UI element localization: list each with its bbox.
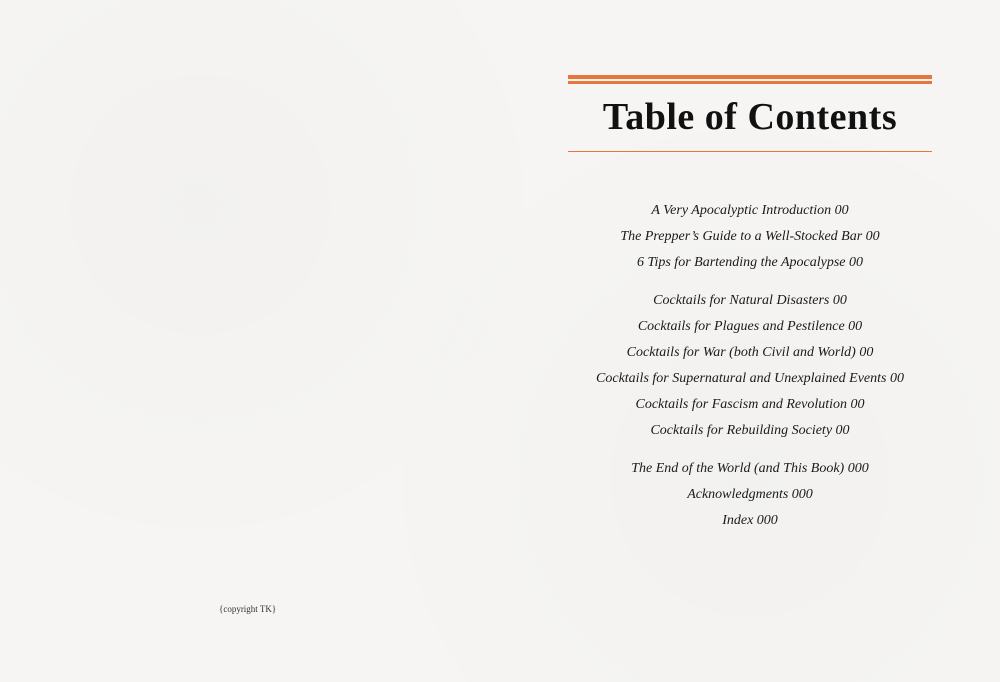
toc-entry: Cocktails for Supernatural and Unexplained Events 00 [596,371,904,386]
right-page [500,0,1000,682]
copyright-text: {copyright TK} [219,604,277,614]
toc-entry: Cocktails for Natural Disasters 00 [653,293,847,308]
toc-group-back-matter [500,456,1000,534]
page-title: Table of Contents [602,96,898,138]
toc-entry: Cocktails for Plagues and Pestilence 00 [637,319,863,334]
toc-entry: The Prepper’s Guide to a Well-Stocked Bar 00 [620,229,880,244]
title-double-rule [568,75,932,84]
toc-entry: Cocktails for War (both Civil and World) 00 [626,345,874,360]
toc-entry: 6 Tips for Bartending the Apocalypse 00 [636,255,864,270]
toc-group-cocktails [500,288,1000,444]
toc-entry: A Very Apocalyptic Introduction 00 [651,203,849,218]
title-underline-rule [568,151,932,152]
toc-entry: Acknowledgments 000 [687,487,813,502]
toc-entry: Cocktails for Rebuilding Society 00 [650,423,850,438]
toc-entry: The End of the World (and This Book) 000 [631,461,869,476]
toc-entry: Cocktails for Fascism and Revolution 00 [635,397,865,412]
title-rule-thick [568,75,932,79]
toc-entry: Index 000 [722,513,778,528]
toc-group-front-matter [500,198,1000,276]
title-rule-thin [568,81,932,84]
toc-list [500,198,1000,534]
